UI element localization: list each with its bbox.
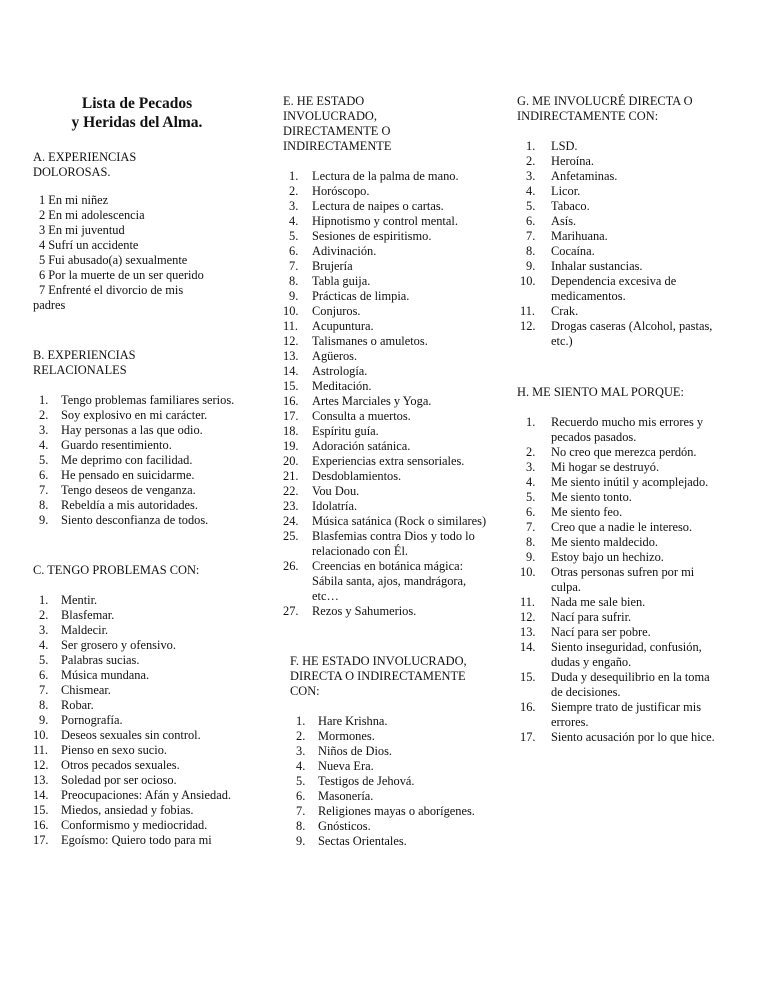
list-item: 3. Hay personas a las que odio.	[39, 423, 203, 437]
list-item: 8. Me siento maldecido.	[526, 535, 659, 549]
list-item: 2. Horóscopo.	[289, 184, 370, 198]
list-item: 10. Dependencia excesiva de medicamentos.	[520, 274, 677, 303]
list-item: 4. Guardo resentimiento.	[39, 438, 172, 452]
list-item: 12. Otros pecados sexuales.	[33, 758, 180, 772]
list-item: 3. Mi hogar se destruyó.	[526, 460, 660, 474]
list-item: 1. Recuerdo mucho mis errores y pecados pasados.	[526, 415, 704, 444]
list-item: 25. Blasfemias contra Dios y todo lo relacionado con Él.	[283, 529, 475, 558]
list-item: 7. Brujería	[289, 259, 353, 273]
section-c-heading: C. TENGO PROBLEMAS CON:	[33, 563, 200, 577]
list-item: 11. Acupuntura.	[283, 319, 374, 333]
list-item: 11. Nada me sale bien.	[520, 595, 646, 609]
list-item: 15. Miedos, ansiedad y fobias.	[33, 803, 194, 817]
list-item: 10. Conjuros.	[283, 304, 361, 318]
list-item: 2. Blasfemar.	[39, 608, 115, 622]
list-item: 4. Ser grosero y ofensivo.	[39, 638, 176, 652]
list-item: 2. Soy explosivo en mi carácter.	[39, 408, 208, 422]
column-middle	[283, 94, 493, 849]
section-e	[283, 94, 493, 619]
list-item: 1. Lectura de la palma de mano.	[289, 169, 459, 183]
list-item: 26. Creencias en botánica mágica: Sábila santa, ajos, mandrágora, etc…	[283, 559, 467, 603]
list-item: 6 Por la muerte de un ser querido	[39, 268, 204, 282]
list-item: 5. Me deprimo con facilidad.	[39, 453, 193, 467]
list-item: 5. Sesiones de espiritismo.	[289, 229, 432, 243]
list-item: 22. Vou Dou.	[283, 484, 360, 498]
list-item: 9. Estoy bajo un hechizo.	[526, 550, 664, 564]
section-e-list	[283, 169, 493, 619]
list-item: 2. Mormones.	[296, 729, 375, 743]
list-item: 3. Lectura de naipes o cartas.	[289, 199, 444, 213]
list-item: 6. Adivinación.	[289, 244, 377, 258]
list-item: 4. Hipnotismo y control mental.	[289, 214, 458, 228]
list-item: 14. Preocupaciones: Afán y Ansiedad.	[33, 788, 231, 802]
list-item: 21. Desdoblamientos.	[283, 469, 402, 483]
list-item: 9. Siento desconfianza de todos.	[39, 513, 209, 527]
list-item: 7. Creo que a nadie le intereso.	[526, 520, 693, 534]
list-item: 16. Conformismo y mediocridad.	[33, 818, 208, 832]
list-item: 7. Tengo deseos de venganza.	[39, 483, 196, 497]
list-item: 18. Espíritu guía.	[283, 424, 379, 438]
list-item: 3. Niños de Dios.	[296, 744, 392, 758]
list-item: 9. Pornografía.	[39, 713, 123, 727]
section-c	[33, 563, 241, 848]
list-item: 8. Cocaína.	[526, 244, 595, 258]
list-item: 9. Sectas Orientales.	[296, 834, 407, 848]
section-h-heading: H. ME SIENTO MAL PORQUE:	[517, 385, 684, 399]
list-item: 1. Tengo problemas familiares serios.	[39, 393, 235, 407]
section-b	[33, 348, 241, 528]
column-right	[517, 94, 717, 745]
list-item: 6. Me siento feo.	[526, 505, 623, 519]
document-title	[33, 94, 241, 132]
list-item: 13. Agüeros.	[283, 349, 358, 363]
section-h-list	[517, 415, 717, 745]
list-item: 2. Heroína.	[526, 154, 595, 168]
list-item: 3. Maldecir.	[39, 623, 109, 637]
list-item: 16. Siempre trato de justificar mis errores.	[520, 700, 702, 729]
list-item: 4. Licor.	[526, 184, 581, 198]
title-line-2: y Heridas del Alma.	[71, 114, 203, 131]
list-item: 27. Rezos y Sahumerios.	[283, 604, 417, 618]
list-item: 20. Experiencias extra sensoriales.	[283, 454, 465, 468]
list-item: 13. Soledad por ser ocioso.	[33, 773, 177, 787]
list-item: 4. Me siento inútil y acomplejado.	[526, 475, 709, 489]
list-item: 9. Inhalar sustancias.	[526, 259, 643, 273]
list-item: 17. Siento acusación por lo que hice.	[520, 730, 715, 744]
section-a-heading: A. EXPERIENCIAS DOLOROSAS.	[33, 150, 137, 179]
list-item: 2. No creo que merezca perdón.	[526, 445, 697, 459]
list-item: 11. Crak.	[520, 304, 579, 318]
section-f	[283, 654, 493, 849]
section-f-heading: F. HE ESTADO INVOLUCRADO, DIRECTA O INDIRECTAMENTE CON:	[290, 654, 467, 698]
list-item: 8. Tabla guija.	[289, 274, 371, 288]
list-item: 19. Adoración satánica.	[283, 439, 411, 453]
list-item: 7. Marihuana.	[526, 229, 608, 243]
list-item: 3 En mi juventud	[39, 223, 125, 237]
list-item: 6. Asís.	[526, 214, 577, 228]
section-e-heading: E. HE ESTADO INVOLUCRADO, DIRECTAMENTE O INDIRECTAMENTE	[283, 94, 392, 153]
section-a-list	[33, 193, 241, 313]
title-line-1: Lista de Pecados	[81, 95, 193, 112]
section-g-list	[517, 139, 717, 349]
list-item: 5. Testigos de Jehová.	[296, 774, 415, 788]
list-item: 23. Idolatría.	[283, 499, 358, 513]
list-item: 1 En mi niñez	[39, 193, 109, 207]
list-item: 1. Mentir.	[39, 593, 98, 607]
list-item: 5. Tabaco.	[526, 199, 590, 213]
list-item: 15. Duda y desequilibrio en la toma de decisiones.	[520, 670, 710, 699]
list-item: 12. Drogas caseras (Alcohol, pastas, etc.)	[520, 319, 713, 348]
list-item: 6. Masonería.	[296, 789, 374, 803]
list-item: 10. Otras personas sufren por mi culpa.	[520, 565, 695, 594]
list-item: 16. Artes Marciales y Yoga.	[283, 394, 432, 408]
list-item: 12. Nací para sufrir.	[520, 610, 632, 624]
list-item: 14. Astrología.	[283, 364, 368, 378]
list-item: 4. Nueva Era.	[296, 759, 374, 773]
list-item: 1. Hare Krishna.	[296, 714, 388, 728]
list-item: 6. He pensado en suicidarme.	[39, 468, 195, 482]
list-item: 1. LSD.	[526, 139, 578, 153]
section-g-heading: G. ME INVOLUCRÉ DIRECTA O INDIRECTAMENTE CON:	[517, 94, 693, 123]
section-h	[517, 385, 717, 745]
list-item: 2 En mi adolescencia	[39, 208, 145, 222]
section-c-list	[33, 593, 241, 848]
list-item: 4 Sufrí un accidente	[39, 238, 139, 252]
section-b-heading: B. EXPERIENCIAS RELACIONALES	[33, 348, 136, 377]
section-a	[33, 150, 241, 313]
list-item: 8. Robar.	[39, 698, 94, 712]
list-item: 7. Chismear.	[39, 683, 111, 697]
list-item: 8. Rebeldía a mis autoridades.	[39, 498, 198, 512]
list-item: 8. Gnósticos.	[296, 819, 371, 833]
section-g	[517, 94, 717, 349]
list-item: 17. Egoísmo: Quiero todo para mi	[33, 833, 212, 847]
list-item: 7. Religiones mayas o aborígenes.	[296, 804, 475, 818]
list-item: 13. Nací para ser pobre.	[520, 625, 651, 639]
list-item: 3. Anfetaminas.	[526, 169, 618, 183]
list-item: 10. Deseos sexuales sin control.	[33, 728, 201, 742]
list-item: 11. Pienso en sexo sucio.	[33, 743, 167, 757]
section-b-list	[33, 393, 241, 528]
list-item: 6. Música mundana.	[39, 668, 150, 682]
list-item: 5. Me siento tonto.	[526, 490, 632, 504]
list-item: 14. Siento inseguridad, confusión, dudas y engaño.	[520, 640, 702, 669]
list-item: 15. Meditación.	[283, 379, 372, 393]
list-item: 24. Música satánica (Rock o similares)	[283, 514, 487, 528]
list-item: 9. Prácticas de limpia.	[289, 289, 410, 303]
section-f-list	[290, 714, 493, 849]
list-item: 5 Fui abusado(a) sexualmente	[39, 253, 188, 267]
list-item: 12. Talismanes o amuletos.	[283, 334, 428, 348]
list-item: 17. Consulta a muertos.	[283, 409, 411, 423]
list-item: 7 Enfrenté el divorcio de mis padres	[33, 283, 184, 312]
column-left	[33, 94, 241, 848]
list-item: 5. Palabras sucias.	[39, 653, 140, 667]
